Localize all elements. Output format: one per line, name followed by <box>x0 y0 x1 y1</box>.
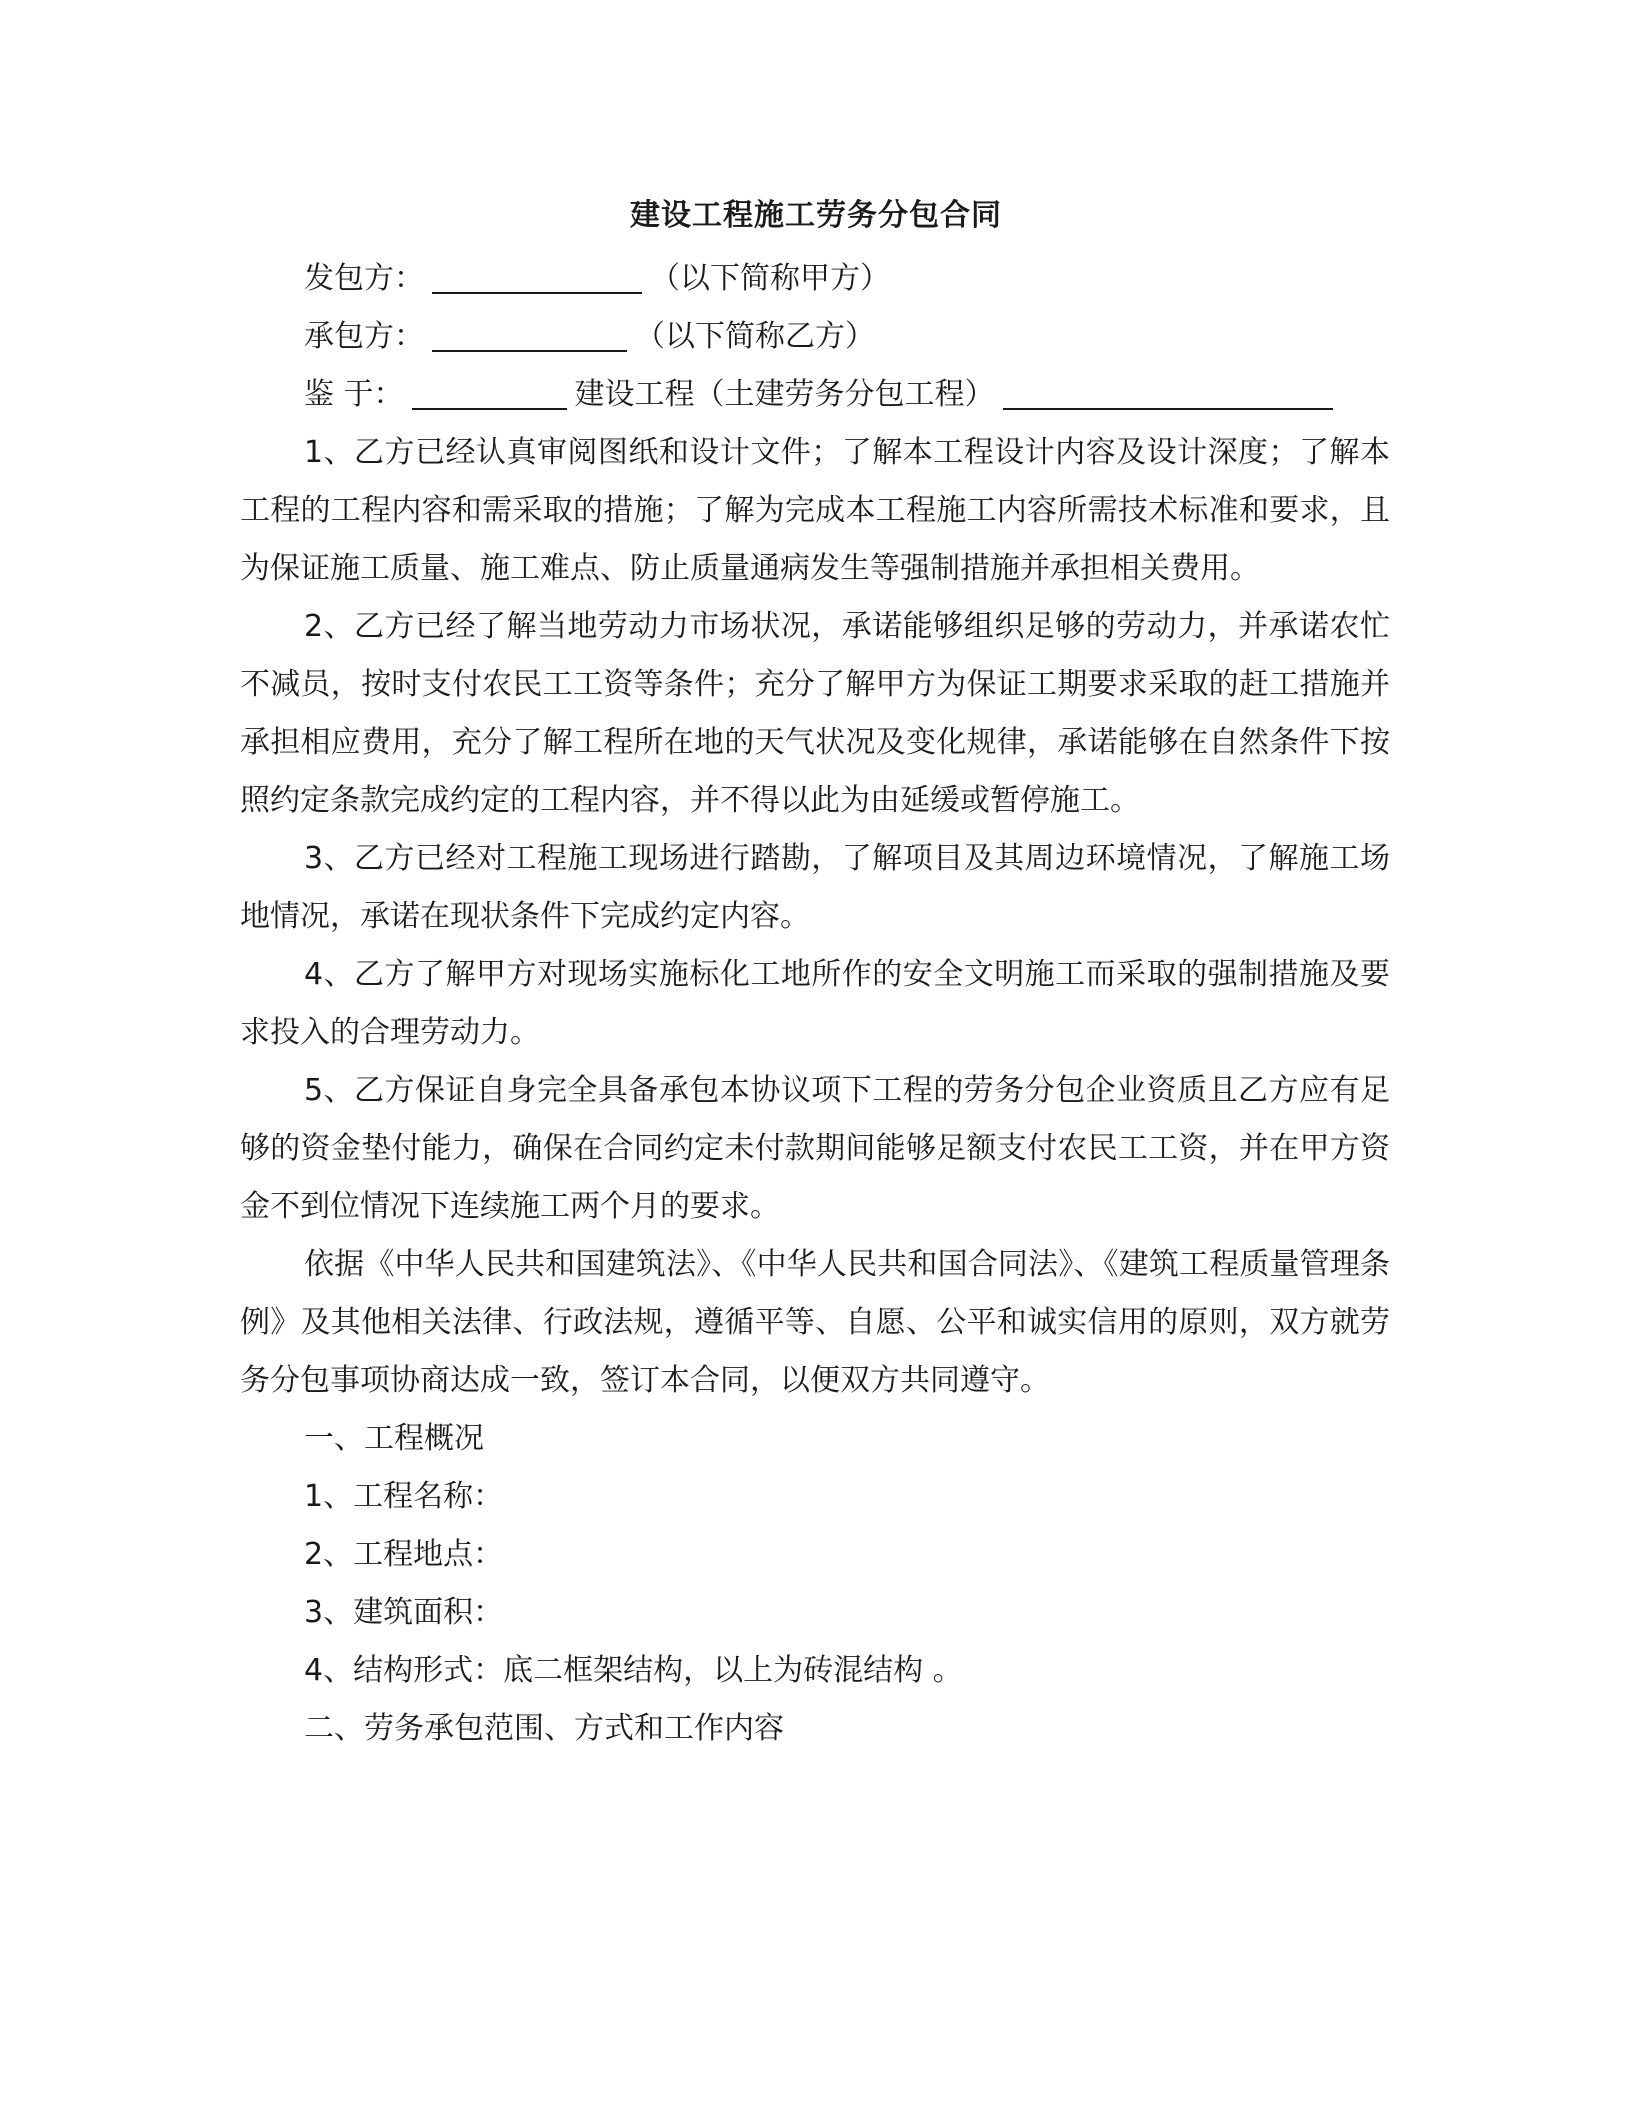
employer-note: （以下简称甲方） <box>650 261 890 296</box>
contractor-label: 承包方： <box>304 319 424 354</box>
whereas-text: 建设工程（土建劳务分包工程） <box>574 377 995 412</box>
section-2-heading: 二、劳务承包范围、方式和工作内容 <box>304 1711 784 1746</box>
building-area-item: 3、建筑面积： <box>304 1595 504 1630</box>
project-name-item: 1、工程名称： <box>304 1479 504 1514</box>
employer-blank <box>432 256 642 294</box>
structure-type-item: 4、结构形式：底二框架结构，以上为砖混结构 。 <box>304 1653 963 1688</box>
document-title: 建设工程施工劳务分包合同 <box>630 198 1002 233</box>
document-body <box>240 250 1390 1758</box>
whereas-label: 鉴 于： <box>304 377 404 412</box>
employer-line <box>240 250 1390 308</box>
project-location-item: 2、工程地点： <box>304 1537 504 1572</box>
whereas-line <box>240 366 1390 424</box>
contractor-line <box>240 308 1390 366</box>
paragraph-3: 3、乙方已经对工程施工现场进行踏勘，了解项目及其周边环境情况，了解施工场地情况，承诺在现状条件下完成约定内容。 <box>240 841 1390 934</box>
paragraph-5: 5、乙方保证自身完全具备承包本协议项下工程的劳务分包企业资质且乙方应有足够的资金垫付能力，确保在合同约定未付款期间能够足额支付农民工工资，并在甲方资金不到位情况下连续施工两个月的要求。 <box>240 1073 1390 1224</box>
paragraph-4: 4、乙方了解甲方对现场实施标化工地所作的安全文明施工而采取的强制措施及要求投入的合理劳动力。 <box>240 957 1390 1050</box>
whereas-blank-2 <box>1003 372 1333 410</box>
paragraph-2: 2、乙方已经了解当地劳动力市场状况，承诺能够组织足够的劳动力，并承诺农忙不减员，按时支付农民工工资等条件；充分了解甲方为保证工期要求采取的赶工措施并承担相应费用，充分了解工程所在地的天气状况及变化规律，承诺能够在自然条件下按照约定条款完成约定的工程内容，并不得以此为由延缓或暂停施工。 <box>240 609 1390 818</box>
whereas-blank-1 <box>412 372 567 410</box>
paragraph-basis: 依据《中华人民共和国建筑法》、《中华人民共和国合同法》、《建筑工程质量管理条例》及其他相关法律、行政法规，遵循平等、自愿、公平和诚实信用的原则，双方就劳务分包事项协商达成一致，签订本合同，以便双方共同遵守。 <box>240 1247 1390 1398</box>
paragraph-1: 1、乙方已经认真审阅图纸和设计文件；了解本工程设计内容及设计深度；了解本工程的工程内容和需采取的措施；了解为完成本工程施工内容所需技术标准和要求，且为保证施工质量、施工难点、防止质量通病发生等强制措施并承担相关费用。 <box>240 435 1390 586</box>
contractor-blank <box>432 314 627 352</box>
section-1-heading: 一、工程概况 <box>304 1421 484 1456</box>
employer-label: 发包方： <box>304 261 424 296</box>
contractor-note: （以下简称乙方） <box>635 319 875 354</box>
